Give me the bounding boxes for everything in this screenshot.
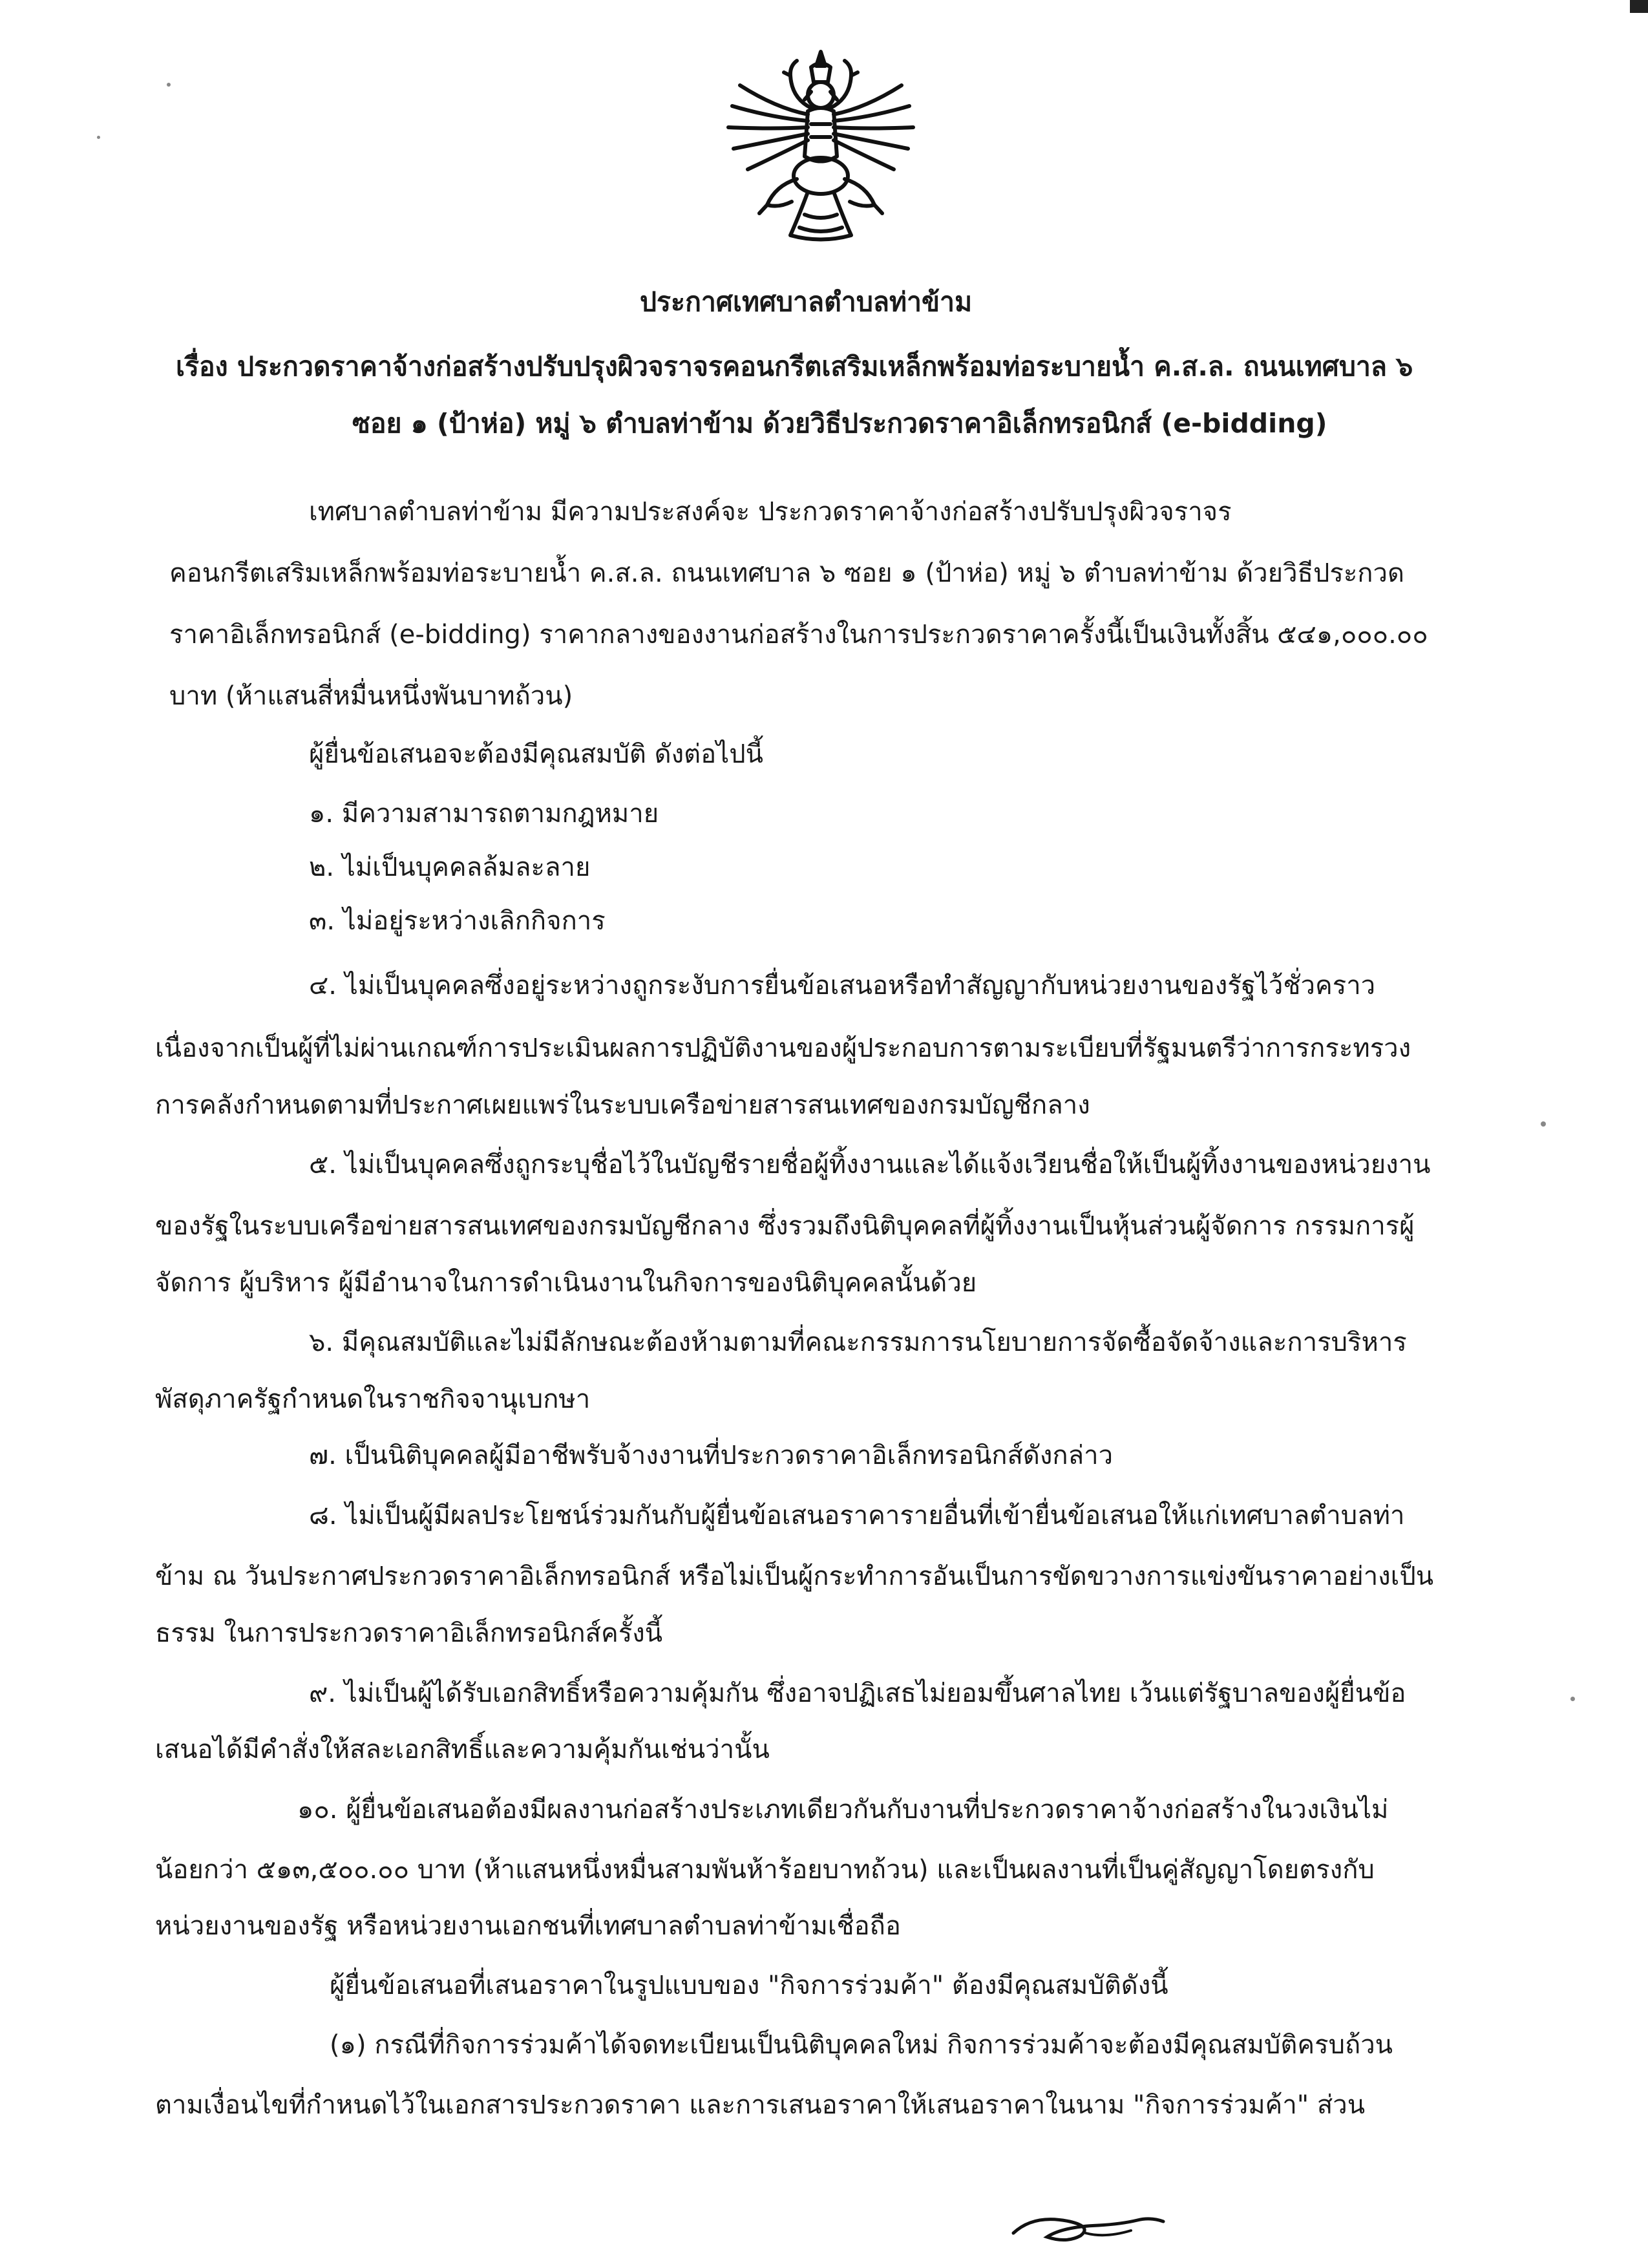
intro-line-3: ราคาอิเล็กทรอนิกส์ (e-bidding) ราคากลางของงานก่อสร้างในการประกวดราคาครั้งนี้เป็นเงินทั้งสิ้น ๕๔๑,๐๐๐.๐๐ xyxy=(169,620,1428,650)
qualification-item-5-line-3: จัดการ ผู้บริหาร ผู้มีอำนาจในการดำเนินงานในกิจการของนิติบุคคลนั้นด้วย xyxy=(155,1268,977,1298)
announcement-title: ประกาศเทศบาลตำบลท่าข้าม xyxy=(640,286,973,317)
scan-speck xyxy=(1541,1121,1546,1127)
qualification-item-8-line-2: ข้าม ณ วันประกาศประกวดราคาอิเล็กทรอนิกส์ หรือไม่เป็นผู้กระทำการอันเป็นการขัดขวางการแข่งขันราคาอย่างเป็น xyxy=(155,1562,1434,1591)
qualification-item-2: ๒. ไม่เป็นบุคคลล้มละลาย xyxy=(309,853,591,882)
intro-line-1: เทศบาลตำบลท่าข้าม มีความประสงค์จะ ประกวดราคาจ้างก่อสร้างปรับปรุงผิวจราจร xyxy=(309,497,1232,527)
handwritten-signature xyxy=(1008,2207,1170,2246)
qualification-item-7: ๗. เป็นนิติบุคคลผู้มีอาชีพรับจ้างงานที่ประกวดราคาอิเล็กทรอนิกส์ดังกล่าว xyxy=(309,1441,1114,1470)
qualification-item-8-line-3: ธรรม ในการประกวดราคาอิเล็กทรอนิกส์ครั้งนี้ xyxy=(155,1618,663,1648)
qualification-item-10-line-1: ๑๐. ผู้ยื่นข้อเสนอต้องมีผลงานก่อสร้างประเภทเดียวกันกับงานที่ประกวดราคาจ้างก่อสร้างในวงเงินไม่ xyxy=(297,1795,1389,1825)
qualification-item-6-line-1: ๖. มีคุณสมบัติและไม่มีลักษณะต้องห้ามตามที่คณะกรรมการนโยบายการจัดซื้อจัดจ้างและการบริหาร xyxy=(309,1328,1407,1357)
qualification-item-4-line-3: การคลังกำหนดตามที่ประกาศเผยแพร่ในระบบเครือข่ายสารสนเทศของกรมบัญชีกลาง xyxy=(155,1090,1090,1120)
garuda-emblem-icon xyxy=(714,47,927,247)
qualification-item-9-line-2: เสนอได้มีคำสั่งให้สละเอกสิทธิ์และความคุ้มกันเช่นว่านั้น xyxy=(155,1735,770,1765)
qualification-item-10-line-3: หน่วยงานของรัฐ หรือหน่วยงานเอกชนที่เทศบาลตำบลท่าข้ามเชื่อถือ xyxy=(155,1911,901,1941)
qualification-item-5-line-2: ของรัฐในระบบเครือข่ายสารสนเทศของกรมบัญชีกลาง ซึ่งรวมถึงนิติบุคคลที่ผู้ทิ้งงานเป็นหุ้นส่วนผู้จัดการ กรรมการผู้ xyxy=(155,1211,1415,1241)
joint-venture-item-1-line-2: ตามเงื่อนไขที่กำหนดไว้ในเอกสารประกวดราคา และการเสนอราคาให้เสนอราคาในนาม "กิจการร่วมค้า" ส่วน xyxy=(155,2090,1366,2120)
joint-venture-item-1-line-1: (๑) กรณีที่กิจการร่วมค้าได้จดทะเบียนเป็นนิติบุคคลใหม่ กิจการร่วมค้าจะต้องมีคุณสมบัติครบถ้วน xyxy=(330,2030,1393,2060)
qualification-item-6-line-2: พัสดุภาครัฐกำหนดในราชกิจจานุเบกษา xyxy=(155,1384,591,1414)
scan-speck xyxy=(167,83,171,87)
qualifications-heading: ผู้ยื่นข้อเสนอจะต้องมีคุณสมบัติ ดังต่อไปนี้ xyxy=(309,739,763,769)
intro-line-4: บาท (ห้าแสนสี่หมื่นหนึ่งพันบาทถ้วน) xyxy=(169,681,573,711)
intro-line-2: คอนกรีตเสริมเหล็กพร้อมท่อระบายน้ำ ค.ส.ล. ถนนเทศบาล ๖ ซอย ๑ (ป้าห่อ) หมู่ ๖ ตำบลท่าข้าม ด้วยวิธีประกวด xyxy=(169,558,1404,588)
scan-speck xyxy=(97,136,100,139)
joint-venture-heading: ผู้ยื่นข้อเสนอที่เสนอราคาในรูปแบบของ "กิจการร่วมค้า" ต้องมีคุณสมบัติดังนี้ xyxy=(330,1971,1168,2000)
subject-line-2: ซอย ๑ (ป้าห่อ) หมู่ ๖ ตำบลท่าข้าม ด้วยวิธีประกวดราคาอิเล็กทรอนิกส์ (e-bidding) xyxy=(352,408,1327,439)
qualification-item-1: ๑. มีความสามารถตามกฎหมาย xyxy=(309,799,659,829)
subject-line-1: เรื่อง ประกวดราคาจ้างก่อสร้างปรับปรุงผิวจราจรคอนกรีตเสริมเหล็กพร้อมท่อระบายน้ำ ค.ส.ล. ถนนเทศบาล ๖ xyxy=(176,351,1413,382)
qualification-item-4-line-2: เนื่องจากเป็นผู้ที่ไม่ผ่านเกณฑ์การประเมินผลการปฏิบัติงานของผู้ประกอบการตามระเบียบที่รัฐมนตรีว่าการกระทรวง xyxy=(155,1033,1411,1063)
qualification-item-3: ๓. ไม่อยู่ระหว่างเลิกกิจการ xyxy=(309,906,606,936)
qualification-item-5-line-1: ๕. ไม่เป็นบุคคลซึ่งถูกระบุชื่อไว้ในบัญชีรายชื่อผู้ทิ้งงานและได้แจ้งเวียนชื่อให้เป็นผู้ทิ้งงานของหน่วยงาน xyxy=(309,1150,1431,1180)
qualification-item-10-line-2: น้อยกว่า ๕๑๓,๕๐๐.๐๐ บาท (ห้าแสนหนึ่งหมื่นสามพันห้าร้อยบาทถ้วน) และเป็นผลงานที่เป็นคู่สัญญาโดยตรงกับ xyxy=(155,1855,1375,1885)
qualification-item-4-line-1: ๔. ไม่เป็นบุคคลซึ่งอยู่ระหว่างถูกระงับการยื่นข้อเสนอหรือทำสัญญากับหน่วยงานของรัฐไว้ชั่วคราว xyxy=(309,971,1376,1001)
scan-edge-mark xyxy=(1630,0,1648,13)
scan-speck xyxy=(1570,1697,1575,1701)
qualification-item-9-line-1: ๙. ไม่เป็นผู้ได้รับเอกสิทธิ์หรือความคุ้มกัน ซึ่งอาจปฏิเสธไม่ยอมขึ้นศาลไทย เว้นแต่รัฐบาลของผู้ยื่นข้อ xyxy=(309,1679,1406,1708)
qualification-item-8-line-1: ๘. ไม่เป็นผู้มีผลประโยชน์ร่วมกันกับผู้ยื่นข้อเสนอราคารายอื่นที่เข้ายื่นข้อเสนอให้แก่เทศบาลตำบลท่า xyxy=(309,1501,1405,1531)
